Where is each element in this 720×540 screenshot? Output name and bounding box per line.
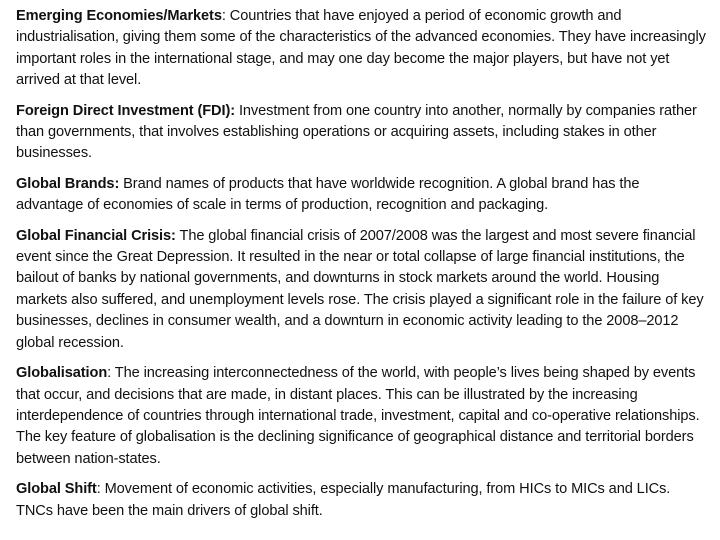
- glossary-definition: The increasing interconnectedness of the world, with people’s lives being shaped by events that occur, and decisions that are made, in distant places. This can be illustrated by the increasing interdependence of countries through international trade, investment, capital and co-operative relationships. The key feature of globalisation is the declining significance of geographical distance and territorial borders between nation-states.: [16, 365, 700, 467]
- glossary-term: Emerging Economies/Markets: [16, 8, 222, 24]
- term-separator: :: [221, 8, 230, 24]
- glossary-page: [16, 6, 706, 531]
- glossary-entry-global-brands: [16, 174, 706, 217]
- term-separator: :: [96, 481, 105, 498]
- glossary-entry-global-financial-crisis: [16, 226, 706, 354]
- glossary-definition: Movement of economic activities, especially manufacturing, from HICs to MICs and LICs. TNCs have been the main drivers of global shift.: [16, 481, 671, 519]
- glossary-entry-emerging-economies: [16, 6, 706, 92]
- glossary-definition: The global financial crisis of 2007/2008 was the largest and most severe financial event since the Great Depression. It resulted in the near or total collapse of large financial institutions, the bailout of banks by national governments, and downturns in stock markets around the world. Housing markets also suffered, and unemployment levels rose. The crisis played a significant role in the failure of key businesses, declines in consumer wealth, and a downturn in economic activity leading to the 2008–2012 global recession.: [16, 227, 704, 351]
- glossary-entry-fdi: [16, 101, 706, 165]
- term-separator: :: [107, 365, 115, 382]
- glossary-definition: Brand names of products that have worldwide recognition. A global brand has the advantage of economies of scale in terms of production, recognition and packaging.: [16, 175, 640, 214]
- glossary-term: Global Financial Crisis:: [16, 227, 176, 244]
- glossary-term: Global Brands:: [16, 175, 120, 192]
- glossary-entry-globalisation: [16, 363, 706, 470]
- glossary-term: Globalisation: [16, 365, 108, 382]
- glossary-definition: Countries that have enjoyed a period of economic growth and industrialisation, giving them some of the characteristics of the advanced economies. They have increasingly important roles in the international stage, and may one day become the major players, but have not yet arrived at that level.: [16, 8, 706, 89]
- glossary-entry-global-shift: [16, 479, 706, 522]
- glossary-term: Foreign Direct Investment (FDI):: [16, 102, 235, 119]
- glossary-definition: Investment from one country into another, normally by companies rather than governments, that involves establishing operations or acquiring assets, including stakes in other businesses.: [16, 102, 697, 162]
- glossary-term: Global Shift: [16, 481, 97, 498]
